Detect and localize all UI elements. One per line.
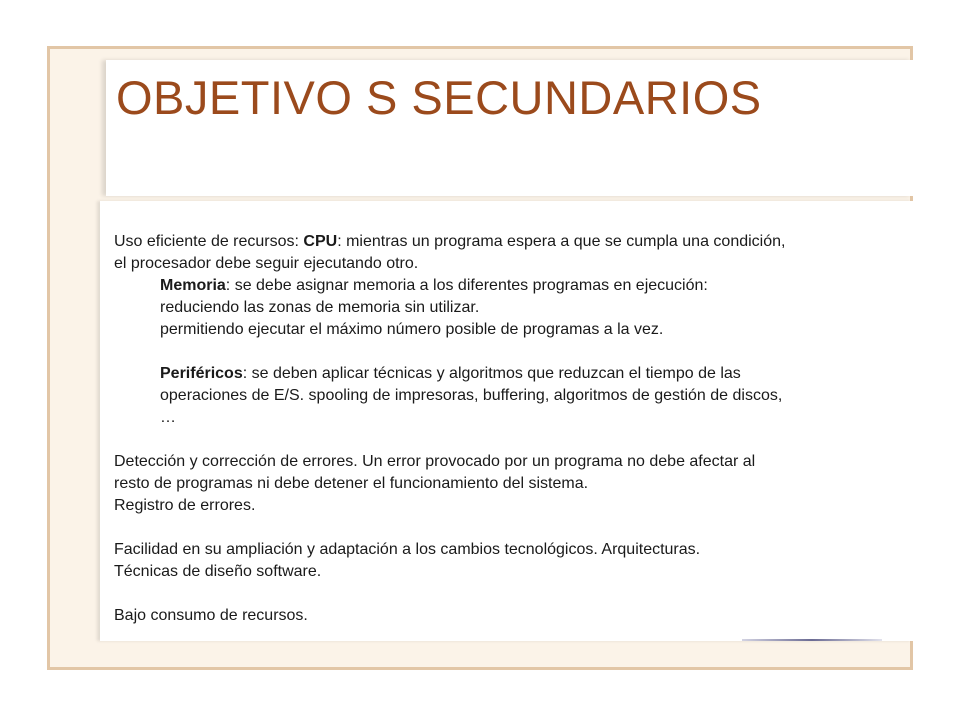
slide-body [114,231,904,627]
cpu-line [114,231,904,253]
memoria-line-3: permitiendo ejecutar el máximo número posible de programas a la vez. [160,321,664,338]
perifericos-line-3: … [160,409,176,426]
spacer [114,341,904,363]
spacer [114,583,904,605]
cpu-continuation: el procesador debe seguir ejecutando otro. [114,255,419,272]
consumo-line: Bajo consumo de recursos. [114,607,308,624]
spacer [114,429,904,451]
memoria-text: : se debe asignar memoria a los diferentes programas en ejecución: [225,277,708,294]
slide-title: OBJETIVO S SECUNDARIOS [116,71,762,124]
cpu-text: : mientras un programa espera a que se cumpla una condición, [337,233,786,250]
perifericos-text: : se deben aplicar técnicas y algoritmos que reduzcan el tiempo de las [242,365,741,382]
perifericos-term: Periféricos [160,365,243,382]
spacer [114,517,904,539]
ampliacion-line-1: Facilidad en su ampliación y adaptación a los cambios tecnológicos. Arquitecturas. [114,541,701,558]
cpu-term: CPU [303,233,338,250]
ampliacion-line-2: Técnicas de diseño software. [114,563,322,580]
memoria-line [114,275,904,297]
errores-line-1: Detección y corrección de errores. Un error provocado por un programa no debe afectar al [114,453,756,470]
memoria-term: Memoria [160,277,226,294]
perifericos-line-2: operaciones de E/S. spooling de impresoras, buffering, algoritmos de gestión de discos, [160,387,783,404]
cpu-prefix: Uso eficiente de recursos: [114,233,304,250]
decorative-line [742,639,882,641]
errores-line-2: resto de programas ni debe detener el funcionamiento del sistema. [114,475,589,492]
perifericos-line [114,363,904,385]
errores-line-3: Registro de errores. [114,497,256,514]
memoria-line-2: reduciendo las zonas de memoria sin utilizar. [160,299,480,316]
